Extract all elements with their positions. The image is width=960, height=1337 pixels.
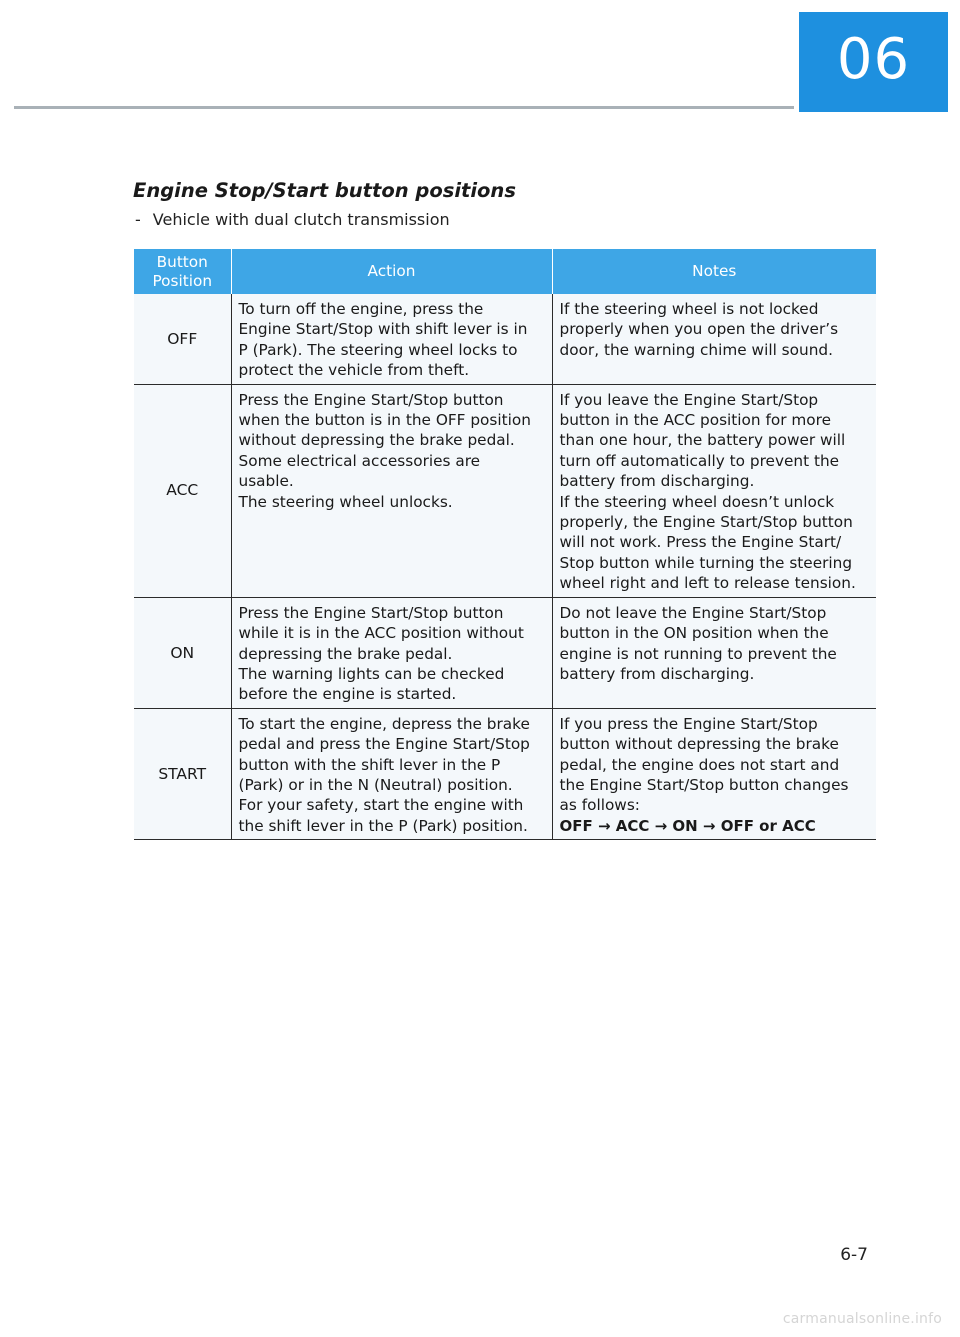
button-state-sequence: OFF → ACC → ON → OFF or ACC [559, 816, 816, 835]
header-notes: Notes [552, 249, 876, 294]
header-button-position: Button Position [134, 249, 231, 294]
table-row [134, 597, 876, 708]
action-cell: Press the Engine Start/Stop button when the button is in the OFF position without depressing the brake pedal. Some electrical accessories are usable. The steering wheel unlocks. [231, 384, 552, 597]
table-row [134, 708, 876, 839]
watermark: carmanualsonline.info [782, 1311, 942, 1327]
action-cell: To turn off the engine, press the Engine Start/Stop with shift lever is in P (Park). The steering wheel locks to protect the vehicle from theft. [231, 294, 552, 384]
chapter-number: 06 [836, 26, 911, 92]
table-row [134, 294, 876, 384]
position-cell: ON [134, 597, 231, 708]
position-cell: OFF [134, 294, 231, 384]
section-subtitle [135, 210, 450, 229]
section-title: Engine Stop/Start button positions [133, 179, 516, 202]
header-action: Action [231, 249, 552, 294]
header-rule [14, 106, 794, 109]
notes-cell: If the steering wheel is not locked properly when you open the driver’s door, the warning chime will sound. [552, 294, 876, 384]
notes-cell: If you leave the Engine Start/Stop button in the ACC position for more than one hour, the battery power will turn off automatically to prevent the battery from discharging. If the steering wheel doesn’t unlock properly, the Engine Start/Stop button will not work. Press the Engine Start/ Stop button while turning the steering wheel right and left to release tension. [552, 384, 876, 597]
position-cell: START [134, 708, 231, 839]
action-cell: To start the engine, depress the brake pedal and press the Engine Start/Stop button with the shift lever in the P (Park) or in the N (Neutral) position. For your safety, start the engine with the shift lever in the P (Park) position. [231, 708, 552, 839]
action-cell: Press the Engine Start/Stop button while it is in the ACC position without depressing the brake pedal. The warning lights can be checked before the engine is started. [231, 597, 552, 708]
subtitle-text: Vehicle with dual clutch transmission [152, 210, 450, 229]
chapter-tab [799, 12, 948, 112]
subtitle-dash: - [135, 210, 141, 229]
table-row [134, 384, 876, 597]
page-number: 6-7 [840, 1245, 868, 1265]
notes-cell: Do not leave the Engine Start/Stop button in the ON position when the engine is not running to prevent the battery from discharging. [552, 597, 876, 708]
table-header-row [134, 249, 876, 294]
position-cell: ACC [134, 384, 231, 597]
button-positions-table [134, 249, 876, 840]
notes-cell: If you press the Engine Start/Stop button without depressing the brake pedal, the engine does not start and the Engine Start/Stop button changes as follows: OFF → ACC → ON → OFF or ACC [552, 708, 876, 839]
